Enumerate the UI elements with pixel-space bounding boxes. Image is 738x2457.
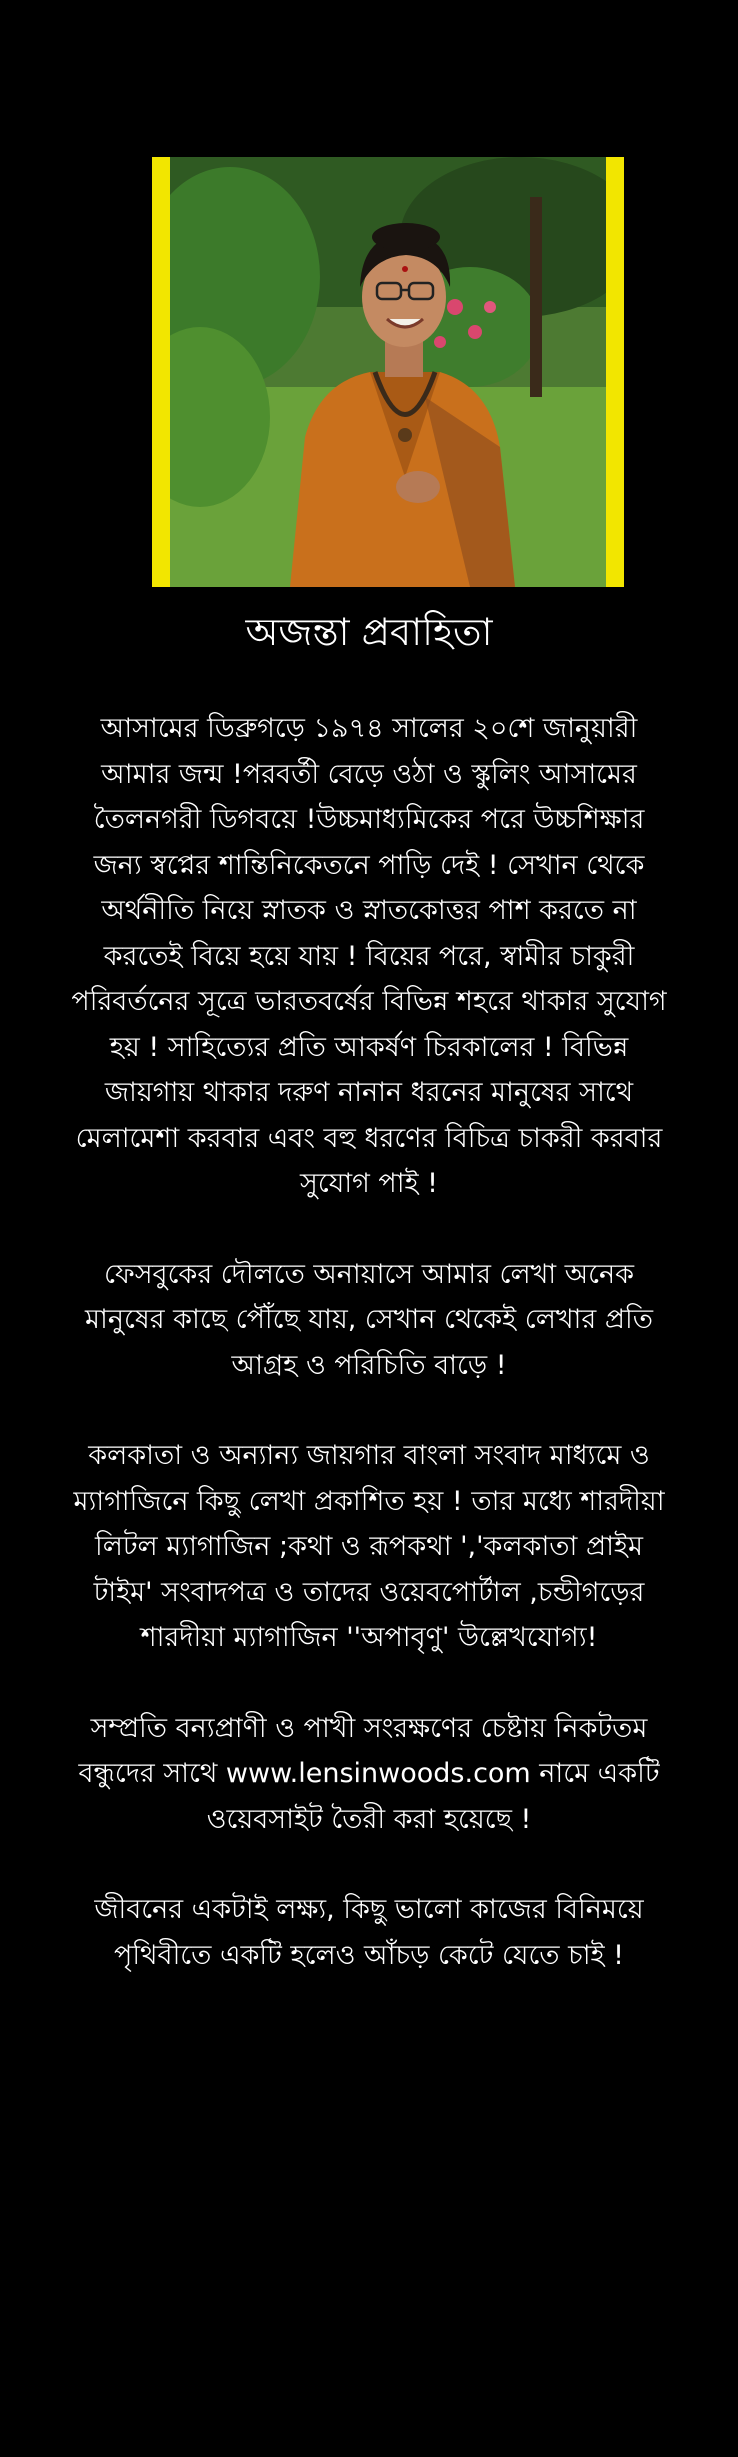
author-photo bbox=[170, 157, 606, 587]
bio-paragraph: আসামের ডিব্রুগড়ে ১৯৭৪ সালের ২০শে জানুয়ারী আমার জন্ম !পরবর্তী বেড়ে ওঠা ও স্কুলিং আসামের তৈলনগরী ডিগবয়ে !উচ্চমাধ্যমিকের পরে উচ্চশিক্ষার জন্য স্বপ্নের শান্তিনিকেতনে পাড়ি দেই ! সেখান থেকে অর্থনীতি নিয়ে স্নাতক ও স্নাতকোত্তর পাশ করতে না করতেই বিয়ে হয়ে যায় ! বিয়ের পরে, স্বামীর চাকুরী পরিবর্তনের সূত্রে ভারতবর্ষের বিভিন্ন শহরে থাকার সুযোগ হয় ! সাহিত্যের প্রতি আকর্ষণ চিরকালের ! বিভিন্ন জায়গায় থাকার দরুণ নানান ধরনের মানুষের সাথে মেলামেশা করবার এবং বহু ধরণের বিচিত্র চাকরী করবার সুযোগ পাই ! bbox=[71, 713, 667, 1199]
bio-paragraph: ফেসবুকের দৌলতে অনায়াসে আমার লেখা অনেক মানুষের কাছে পৌঁছে যায়, সেখান থেকেই লেখার প্রতি আগ্রহ ও পরিচিতি বাড়ে ! bbox=[85, 1258, 653, 1381]
bio-paragraph: কলকাতা ও অন্যান্য জায়গার বাংলা সংবাদ মাধ্যমে ও ম্যাগাজিনে কিছু লেখা প্রকাশিত হয় ! তার মধ্যে শারদীয়া লিটল ম্যাগাজিন ;কথা ও রূপকথা ','কলকাতা প্রাইম টাইম' সংবাদপত্র ও তাদের ওয়েবপোর্টাল ,চন্ডীগড়ের শারদীয়া ম্যাগাজিন ''অপাবৃণু' উল্লেখযোগ্য! bbox=[73, 1440, 665, 1653]
author-name: অজন্তা প্রবাহিতা bbox=[245, 610, 493, 654]
photo-frame bbox=[152, 157, 624, 587]
author-bio bbox=[70, 706, 668, 1978]
author-portrait-icon bbox=[170, 157, 606, 587]
bio-paragraph: সম্প্রতি বন্যপ্রাণী ও পাখী সংরক্ষণের চেষ্টায় নিকটতম বন্ধুদের সাথে www.lensinwoods.com নামে একটি ওয়েবসাইট তৈরী করা হয়েছে ! bbox=[78, 1712, 660, 1835]
bio-paragraph: জীবনের একটাই লক্ষ্য, কিছু ভালো কাজের বিনিময়ে পৃথিবীতে একটি হলেও আঁচড় কেটে যেতে চাই ! bbox=[94, 1894, 644, 1971]
